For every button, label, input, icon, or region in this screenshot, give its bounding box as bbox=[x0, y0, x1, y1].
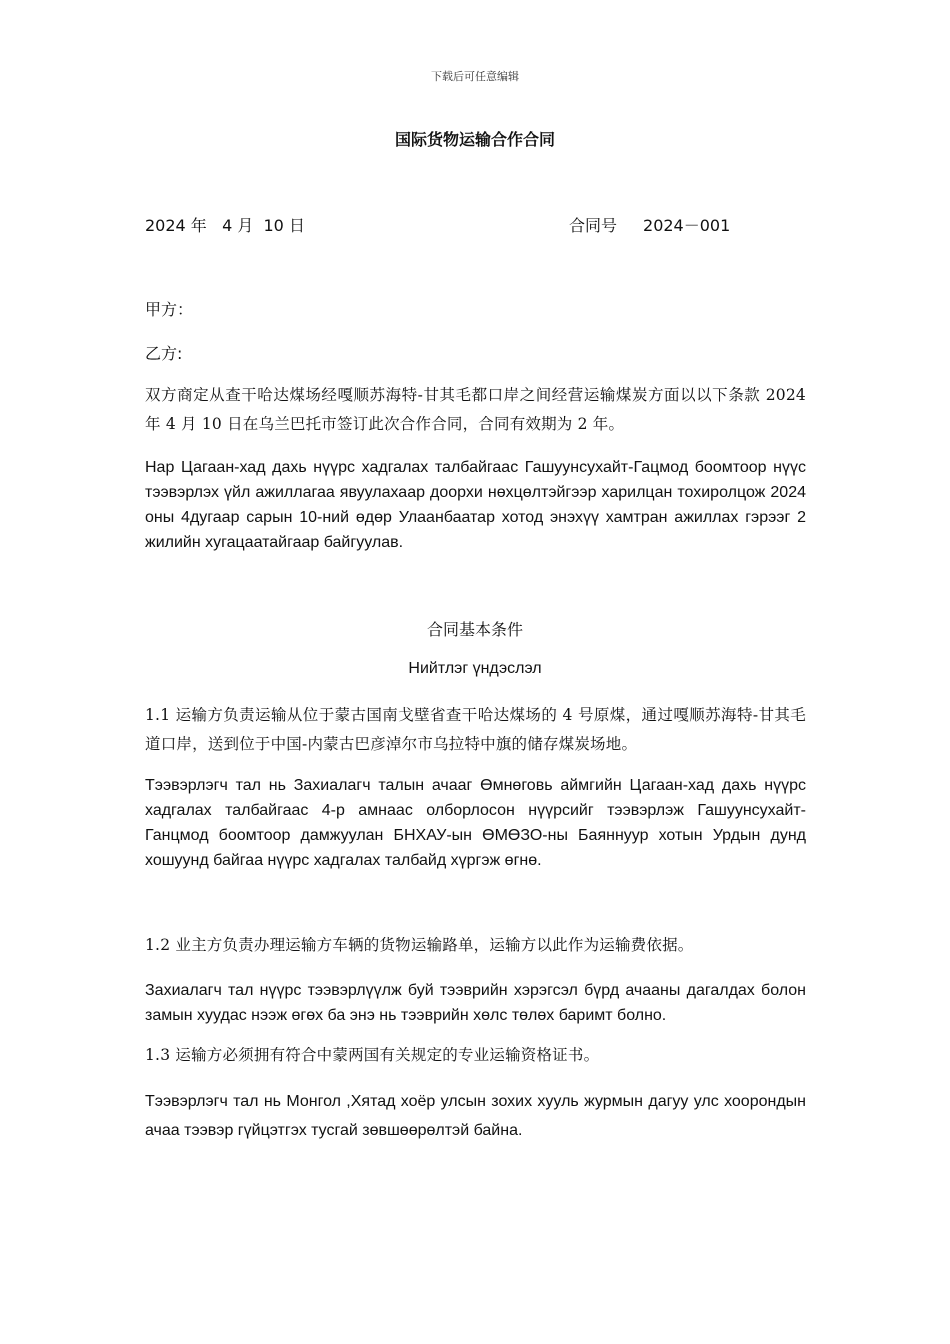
clause-1-2-mn: Захиалагч тал нүүрс тээвэрлүүлж буй тээврийн хэрэгсэл бүрд ачааны дагалдах болон замын хуудас нээж өгөх ба энэ нь тээврийн хөлс төлөх баримт болно. bbox=[145, 982, 806, 1024]
party-b-label: 乙方: bbox=[145, 344, 183, 363]
contract-number-label: 合同号 bbox=[569, 216, 618, 235]
header-note: 下载后可任意编辑 bbox=[431, 70, 519, 83]
clause-1-2-cn: 1.2 业主方负责办理运输方车辆的货物运输路单，运输方以此作为运输费依据。 bbox=[145, 936, 694, 954]
clause-1-3-mn: Тээвэрлэгч тал нь Монгол ,Хятад хоёр улсын зохих хууль журмын дагуу улс хоорондын ачаа тээвэр гүйцэтгэх тусгай зөвшөөрөлтэй байна. bbox=[145, 1093, 806, 1139]
clause-1-3-cn: 1.3 运输方必须拥有符合中蒙两国有关规定的专业运输资格证书。 bbox=[145, 1046, 600, 1064]
contract-date: 2024 年 4 月 10 日 bbox=[145, 216, 305, 235]
clause-1-1-cn: 1.1 运输方负责运输从位于蒙古国南戈壁省查干哈达煤场的 4 号原煤，通过嘎顺苏海特-甘其毛道口岸，送到位于中国-内蒙古巴彦淖尔市乌拉特中旗的储存煤炭场地。 bbox=[145, 706, 806, 753]
section-title-mn: Нийтлэг үндэслэл bbox=[408, 660, 542, 677]
contract-number bbox=[569, 213, 730, 236]
intro-paragraph-mn: Нар Цагаан-хад дахь нүүрс хадгалах талбайгаас Гашуунсухайт-Гацмод боомтоор нүүс тээвэрлэх үйл ажиллагаа явуулахаар доорхи нөхцөлтэйгээр харилцан тохиролцож 2024 оны 4дугаар сарын 10-ний өдөр Улаанбаатар хотод энэхүү хамтран ажиллах гэрээг 2 жилийн хугацаатайгаар байгуулав. bbox=[145, 459, 806, 551]
intro-paragraph-cn: 双方商定从查干哈达煤场经嘎顺苏海特-甘其毛都口岸之间经营运输煤炭方面以以下条款 2024 年 4 月 10 日在乌兰巴托市签订此次合作合同，合同有效期为 2 年。 bbox=[145, 386, 806, 433]
section-title-cn: 合同基本条件 bbox=[426, 620, 523, 639]
document-title: 国际货物运输合作合同 bbox=[394, 130, 555, 149]
contract-number-value: 2024－001 bbox=[643, 216, 731, 235]
clause-1-1-mn: Тээвэрлэгч тал нь Захиалагч талын ачааг Өмнөговь аймгийн Цагаан-хад дахь нүүрс хадгалах талбайгаас 4-р амнаас олборлосон нүүрсийг тээвэрлэж Гашуунсухайт-Ганцмод боомтоор дамжуулан БНХАУ-ын ӨМӨЗО-ны Баяннуур хотын Урдын дунд хошуунд байгаа нүүрс хадгалах талбайд хүргэж өгнө. bbox=[145, 777, 806, 869]
party-a-label: 甲方： bbox=[145, 300, 194, 319]
